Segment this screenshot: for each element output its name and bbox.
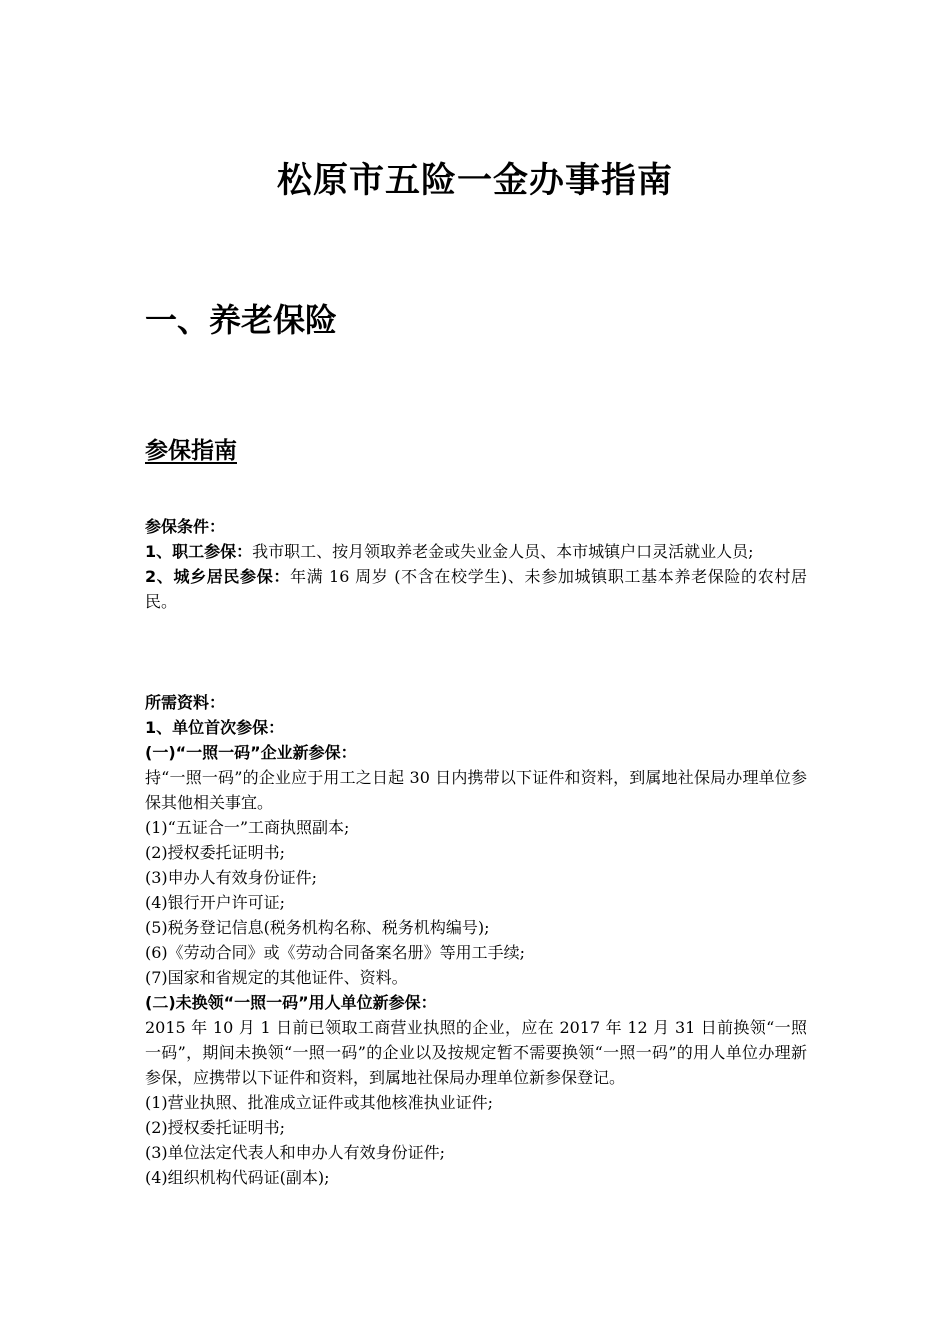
list-item: (1)“五证合一”工商执照副本;	[145, 818, 350, 837]
condition-item-text: 我市职工、按月领取养老金或失业金人员、本市城镇户口灵活就业人员;	[252, 542, 754, 561]
part2-heading-text: (二)未换领“一照一码”用人单位新参保：	[145, 993, 437, 1012]
materials-label-text: 所需资料：	[145, 693, 226, 712]
document-title: 松原市五险一金办事指南	[276, 161, 673, 201]
condition-item-employee	[145, 539, 807, 564]
first-enroll-heading	[145, 715, 807, 740]
list-item: (3)申办人有效身份证件;	[145, 868, 318, 887]
condition-item-resident	[145, 564, 807, 614]
part2-intro: 2015 年 10 月 1 日前已领取工商营业执照的企业，应在 2017 年 12 月 31 日前换领“一照一码”，期间未换领“一照一码”的企业以及按规定暂不需要换领“一照一码”的用人单位办理新参保，应携带以下证件和资料，到属地社保局办理单位新参保登记。	[145, 1018, 807, 1087]
list-item: (4)组织机构代码证(副本);	[145, 1168, 330, 1187]
part1-heading	[145, 740, 807, 765]
materials-label	[145, 690, 807, 715]
list-item: (4)银行开户许可证;	[145, 893, 286, 912]
section-heading-pension: 一、养老保险	[145, 301, 338, 339]
required-materials-block	[145, 690, 807, 1190]
condition-item-label: 1、职工参保：	[145, 542, 253, 561]
part1-heading-text: (一)“一照一码”企业新参保：	[145, 743, 357, 762]
part2-heading	[145, 990, 807, 1015]
list-item: (2)授权委托证明书;	[145, 1118, 286, 1137]
condition-item-text: 年满 16 周岁 (不含在校学生)、未参加城镇职工基本养老保险的农村居民。	[145, 567, 807, 611]
list-item: (7)国家和省规定的其他证件、资料。	[145, 968, 408, 987]
list-item: (2)授权委托证明书;	[145, 843, 286, 862]
sub-heading-enrollment-guide: 参保指南	[145, 438, 237, 464]
enrollment-conditions-block	[145, 514, 807, 614]
conditions-label	[145, 514, 807, 539]
list-item: (3)单位法定代表人和申办人有效身份证件;	[145, 1143, 446, 1162]
condition-item-label: 2、城乡居民参保：	[145, 567, 291, 586]
list-item: (5)税务登记信息(税务机构名称、税务机构编号);	[145, 918, 490, 937]
conditions-label-text: 参保条件：	[145, 517, 226, 536]
first-enroll-heading-text: 1、单位首次参保：	[145, 718, 285, 737]
list-item: (6)《劳动合同》或《劳动合同备案名册》等用工手续;	[145, 943, 526, 962]
list-item: (1)营业执照、批准成立证件或其他核准执业证件;	[145, 1093, 494, 1112]
part1-intro: 持“一照一码”的企业应于用工之日起 30 日内携带以下证件和资料，到属地社保局办理单位参保其他相关事宜。	[145, 768, 807, 812]
